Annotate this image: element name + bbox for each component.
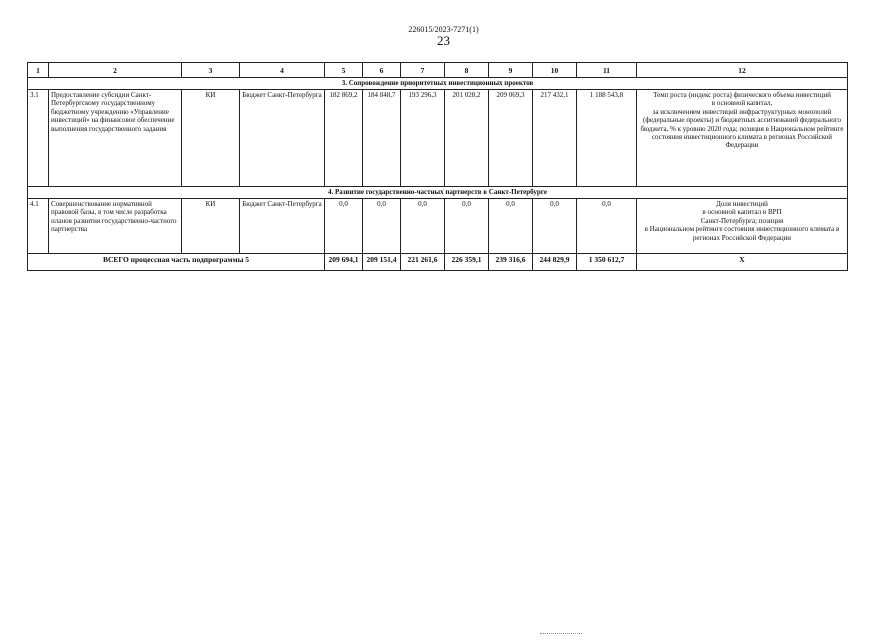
page-number: 23: [437, 33, 450, 48]
indicator-line: Доля инвестиций: [716, 200, 768, 208]
section-heading-row: [28, 78, 848, 90]
total-cell: 226 359,1: [445, 254, 489, 271]
total-value-cell: 0,0: [577, 199, 637, 254]
column-header: 12: [637, 63, 848, 78]
column-header: 5: [325, 63, 363, 78]
indicator-line: Санкт-Петербурга; позиция: [700, 216, 784, 225]
total-cell: 209 694,1: [325, 254, 363, 271]
indicator-line: в основной капитал,: [711, 99, 773, 108]
total-cell: 209 151,4: [363, 254, 401, 271]
value-cell: 217 432,1: [533, 90, 577, 187]
total-value-cell: 1 188 543,8: [577, 90, 637, 187]
value-cell: 0,0: [489, 199, 533, 254]
table-row: [28, 199, 848, 254]
value-cell: 0,0: [363, 199, 401, 254]
funding-source-cell: Бюджет Санкт-Петербурга: [240, 199, 325, 254]
value-cell: 0,0: [445, 199, 489, 254]
column-header: 11: [577, 63, 637, 78]
column-header: 10: [533, 63, 577, 78]
section-heading-row: [28, 187, 848, 199]
value-cell: 184 848,7: [363, 90, 401, 187]
column-header: 1: [28, 63, 49, 78]
activity-name: Предоставление субсидии Санкт-Петербургскому государственному бюджетному учреждению «Управление инвестиций» на финансовое обеспечение выполнения государственного задания: [49, 90, 182, 187]
section-title: 4. Развитие государственно-частных партнерств в Санкт-Петербурге: [28, 187, 848, 199]
grand-total-cell: 1 350 612,7: [577, 254, 637, 271]
scan-artifact: [540, 633, 582, 638]
indicator-line: в Национальном рейтинге состояния инвестиционного климата в регионах Российской Федерации: [644, 225, 840, 242]
indicator-cell: [637, 90, 848, 187]
column-header: 8: [445, 63, 489, 78]
total-cell: 221 261,6: [401, 254, 445, 271]
document-id: 226015/2023-7271(1): [408, 25, 479, 34]
value-cell: 209 069,3: [489, 90, 533, 187]
total-indicator: Х: [637, 254, 848, 271]
row-number: 4.1: [28, 199, 49, 254]
total-row: [28, 254, 848, 271]
column-header: 6: [363, 63, 401, 78]
row-number: 3.1: [28, 90, 49, 187]
column-header: 3: [182, 63, 240, 78]
indicator-cell: [637, 199, 848, 254]
column-header: 4: [240, 63, 325, 78]
value-cell: 182 869,2: [325, 90, 363, 187]
total-cell: 239 316,6: [489, 254, 533, 271]
column-header: 9: [489, 63, 533, 78]
column-header: 7: [401, 63, 445, 78]
funding-source-cell: Бюджет Санкт-Петербурга: [240, 90, 325, 187]
activity-name: Совершенствование нормативной правовой базы, в том числе разработка планов развития государственно-частного партнерства: [49, 199, 182, 254]
executor-cell: КИ: [182, 199, 240, 254]
value-cell: 201 028,2: [445, 90, 489, 187]
value-cell: 193 296,3: [401, 90, 445, 187]
executor-cell: КИ: [182, 90, 240, 187]
value-cell: 0,0: [533, 199, 577, 254]
header-row: [28, 63, 848, 78]
indicator-line: Темп роста (индекс роста) физического объема инвестиций: [653, 91, 831, 99]
column-header: 2: [49, 63, 182, 78]
total-cell: 244 829,9: [533, 254, 577, 271]
value-cell: 0,0: [401, 199, 445, 254]
indicator-line: за исключением инвестиций инфраструктурных монополий (федеральные проекты) и бюджетных ассигнований федерального бюджета, % к уровню 2020 года; позиция в Национальном рейтинге состояния инвестиционного климата в регионах Российской Федерации: [640, 107, 844, 150]
section-title: 3. Сопровождение приоритетных инвестиционных проектов: [28, 78, 848, 90]
table-row: [28, 90, 848, 187]
budget-table: [27, 62, 848, 271]
total-label: ВСЕГО процессная часть подпрограммы 5: [28, 254, 325, 271]
value-cell: 0,0: [325, 199, 363, 254]
indicator-line: в основной капитал в ВРП: [702, 208, 782, 217]
